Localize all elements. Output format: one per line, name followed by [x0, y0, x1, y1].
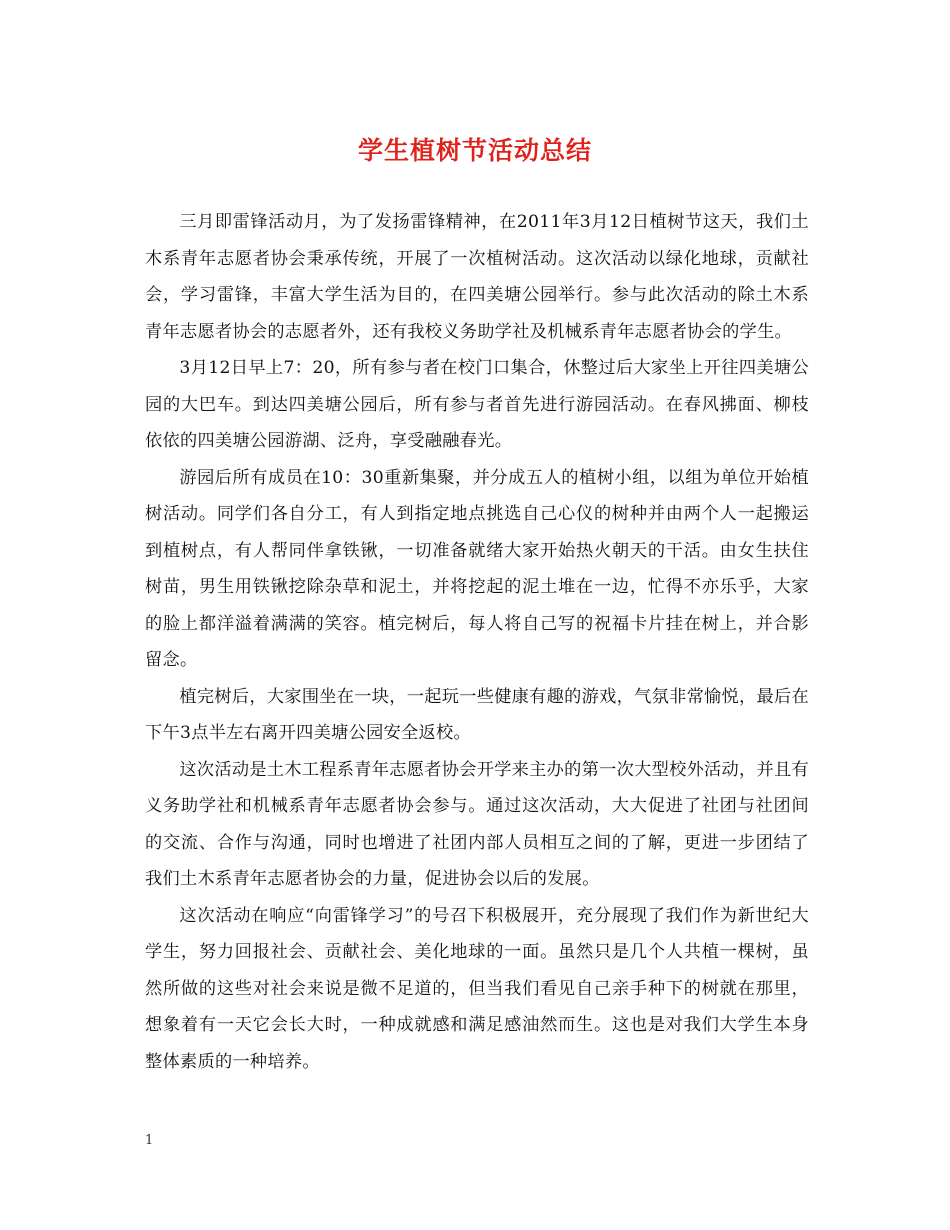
paragraph-1: 三月即雷锋活动月，为了发扬雷锋精神，在2011年3月12日植树节这天，我们土木系青年志愿者协会秉承传统，开展了一次植树活动。这次活动以绿化地球，贡献社会，学习雷锋，丰富大学生活为目的，在四美塘公园举行。参与此次活动的除土木系青年志愿者协会的志愿者外，还有我校义务助学社及机械系青年志愿者协会的学生。 — [145, 212, 809, 342]
paragraph-4: 植完树后，大家围坐在一块，一起玩一些健康有趣的游戏，气氛非常愉悦，最后在下午3点半左右离开四美塘公园安全返校。 — [145, 686, 809, 743]
paragraph-2: 3月12日早上7：20，所有参与者在校门口集合，休整过后大家坐上开往四美塘公园的大巴车。到达四美塘公园后，所有参与者首先进行游园活动。在春风拂面、柳枝依依的四美塘公园游湖、泛舟，享受融融春光。 — [145, 358, 809, 451]
page-number: 1 — [145, 1133, 154, 1148]
document-body — [145, 204, 809, 1080]
paragraph-6: 这次活动在响应“向雷锋学习”的号召下积极展开，充分展现了我们作为新世纪大学生，努力回报社会、贡献社会、美化地球的一面。虽然只是几个人共植一棵树，虽然所做的这些对社会来说是微不足道的，但当我们看见自己亲手种下的树就在那里，想象着有一天它会长大时，一种成就感和满足感油然而生。这也是对我们大学生本身整体素质的一种培养。 — [145, 905, 809, 1072]
document-title: 学生植树节活动总结 — [357, 136, 592, 165]
paragraph-3: 游园后所有成员在10：30重新集聚，并分成五人的植树小组，以组为单位开始植树活动。同学们各自分工，有人到指定地点挑选自己心仪的树种并由两个人一起搬运到植树点，有人帮同伴拿铁锹，一切准备就绪大家开始热火朝天的干活。由女生扶住树苗，男生用铁锹挖除杂草和泥土，并将挖起的泥土堆在一边，忙得不亦乐乎，大家的脸上都洋溢着满满的笑容。植完树后，每人将自己写的祝福卡片挂在树上，并合影留念。 — [145, 467, 809, 670]
paragraph-5: 这次活动是土木工程系青年志愿者协会开学来主办的第一次大型校外活动，并且有义务助学社和机械系青年志愿者协会参与。通过这次活动，大大促进了社团与社团间的交流、合作与沟通，同时也增进了社团内部人员相互之间的了解，更进一步团结了我们土木系青年志愿者协会的力量，促进协会以后的发展。 — [145, 759, 809, 889]
